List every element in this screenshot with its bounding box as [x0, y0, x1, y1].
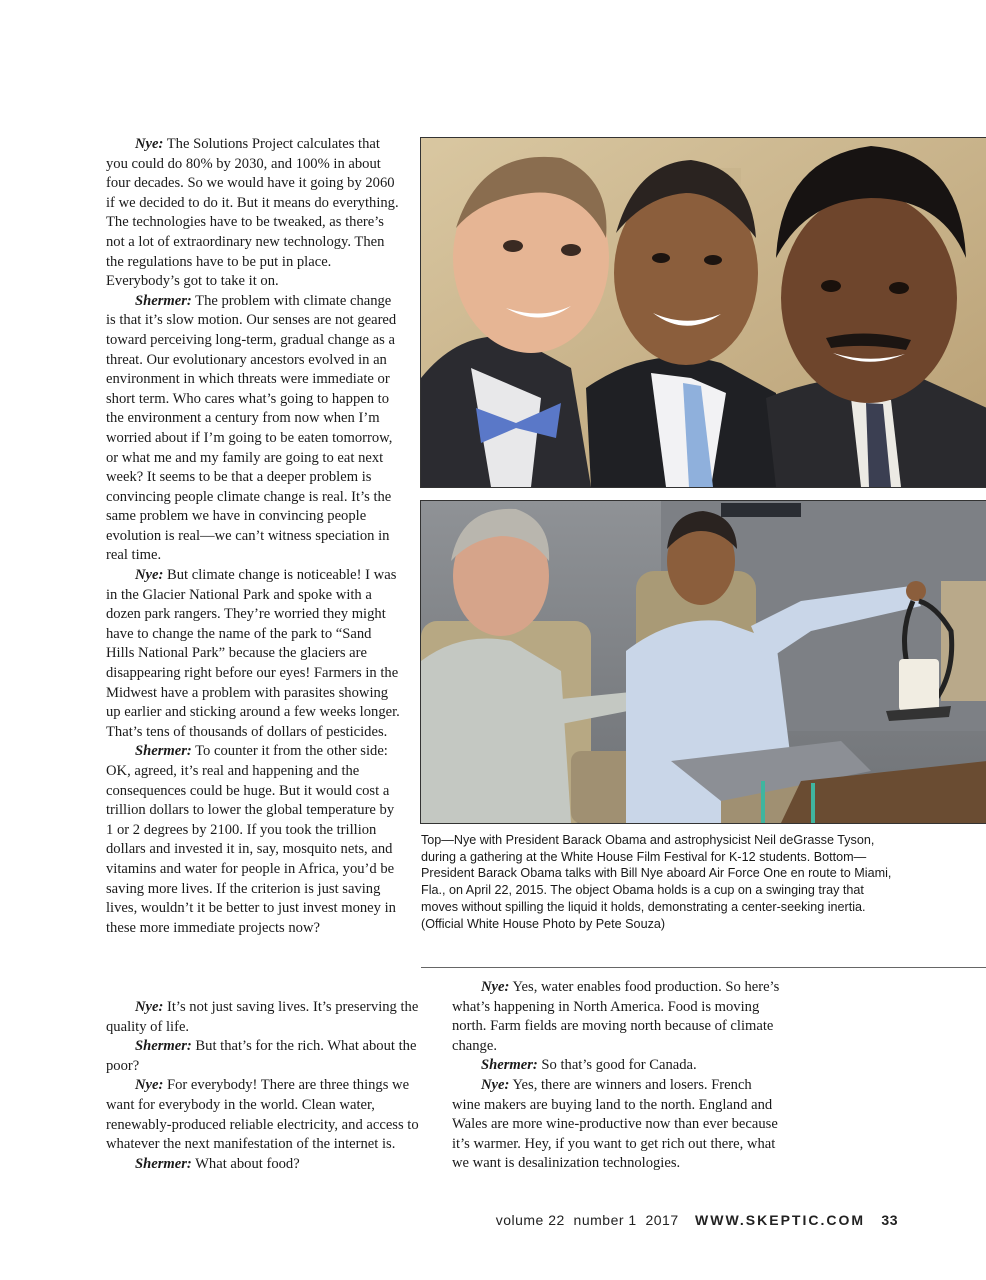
article-column-bottom-left: [106, 998, 436, 1174]
paragraph: [106, 742, 400, 938]
paragraph-text: To counter it from the other side: OK, agreed, it’s real and happening and the consequences could be huge. But it would cost a trillion dollars to lower the global temperature by 1 or 2 degrees by 2100. If you took the trillion dollars and invested it in, say, mosquito nets, and vitamins and water for people in Africa, you’d be saving more lives. If the criterion is just saving lives, wouldn’t it be better to just invest money in these more immediate projects now?: [106, 743, 396, 936]
speaker-label: Nye:: [135, 567, 164, 584]
paragraph-text: What about food?: [195, 1155, 300, 1172]
paragraph: [452, 978, 782, 1056]
paragraph-text: Yes, water enables food production. So here’s what’s happening in North America. Food is moving north. Farm fields are moving north because of climate change.: [452, 979, 780, 1054]
paragraph-text: Yes, there are winners and losers. French wine makers are buying land to the north. England and Wales are more wine-productive now than ever because it’s warmer. Hey, if you want to get rich out there, what we want is desalinization technologies.: [452, 1076, 778, 1172]
speaker-label: Nye:: [481, 979, 510, 995]
speaker-label: Nye:: [135, 999, 164, 1015]
page-footer: [496, 1212, 898, 1228]
paragraph: [106, 566, 400, 742]
paragraph: [106, 1037, 436, 1076]
paragraph-text: But that’s for the rich. What about the poor?: [106, 1038, 417, 1074]
speaker-label: Nye:: [135, 136, 164, 152]
website-link[interactable]: WWW.SKEPTIC.COM: [695, 1212, 866, 1228]
article-column-bottom-right: [452, 978, 782, 1174]
speaker-label: Shermer:: [135, 292, 192, 309]
paragraph: [106, 135, 400, 292]
speaker-label: Nye:: [135, 1077, 164, 1094]
photo-selfie-nye-obama-tyson: [420, 137, 986, 488]
paragraph-text: The Solutions Project calculates that you could do 80% by 2030, and 100% in about four decades. So we would have it going by 2060 if we decided to do it. But it means do everything. The technologies have to be tweaked, as there’s not a lot of extraordinary new technology. Then the regulations have to be put in place. Everybody’s got to take it on.: [106, 136, 399, 290]
speaker-label: Shermer:: [135, 743, 192, 760]
paragraph: [106, 1155, 436, 1175]
article-column-left: [106, 135, 400, 938]
paragraph: [452, 1076, 782, 1174]
speaker-label: Shermer:: [135, 1038, 192, 1055]
photo-caption: Top—Nye with President Barack Obama and astrophysicist Neil deGrasse Tyson, during a gathering at the White House Film Festival for K-12 students. Bottom—President Barack Obama talks with Bill Nye aboard Air Force One en route to Miami, Fla., on April 22, 2015. The object Obama holds is a cup on a swinging tray that moves without spilling the liquid it holds, demonstrating a center-seeking inertia. (Official White House Photo by Pete Souza): [421, 833, 892, 931]
photo-air-force-one: [420, 500, 986, 824]
paragraph-text: But climate change is noticeable! I was in the Glacier National Park and spoke with a dozen park rangers. They’re worried they might have to change the name of the park to “Sand Hills National Park” because the glaciers are disappearing right before our eyes! Farmers in the Midwest have a problem with parasites showing up earlier and sticking around a few weeks longer. That’s tens of thousands of dollars of pesticides.: [106, 567, 400, 740]
speaker-label: Shermer:: [135, 1155, 192, 1172]
speaker-label: Shermer:: [481, 1057, 538, 1074]
paragraph: [452, 1056, 782, 1076]
divider: [421, 967, 986, 968]
issue-info: volume 22 number 1 2017: [495, 1212, 679, 1228]
paragraph: [106, 998, 436, 1037]
paragraph-text: For everybody! There are three things we want for everybody in the world. Clean water, renewably-produced reliable electricity, and access to whatever the next manifestation of the internet is.: [106, 1077, 419, 1153]
speaker-label: Nye:: [481, 1076, 510, 1093]
paragraph-text: The problem with climate change is that it’s slow motion. Our senses are not geared toward perceiving long-term, gradual change as a threat. Our evolutionary ancestors evolved in an environment in which threats were immediate or short term. Who cares what’s going to happen to the environment a century from now when I’m worried about if I’m going to be eaten tomorrow, or what me and my family are going to eat next week? It seems to be that a deeper problem is convincing people climate change is real. It’s the same problem we have in convincing people evolution is real—we can’t witness speciation in real time.: [106, 292, 397, 564]
page-number: 33: [881, 1212, 898, 1228]
paragraph-text: It’s not just saving lives. It’s preserving the quality of life.: [106, 999, 419, 1035]
paragraph: [106, 292, 400, 566]
paragraph-text: So that’s good for Canada.: [541, 1057, 697, 1074]
paragraph: [106, 1076, 436, 1154]
